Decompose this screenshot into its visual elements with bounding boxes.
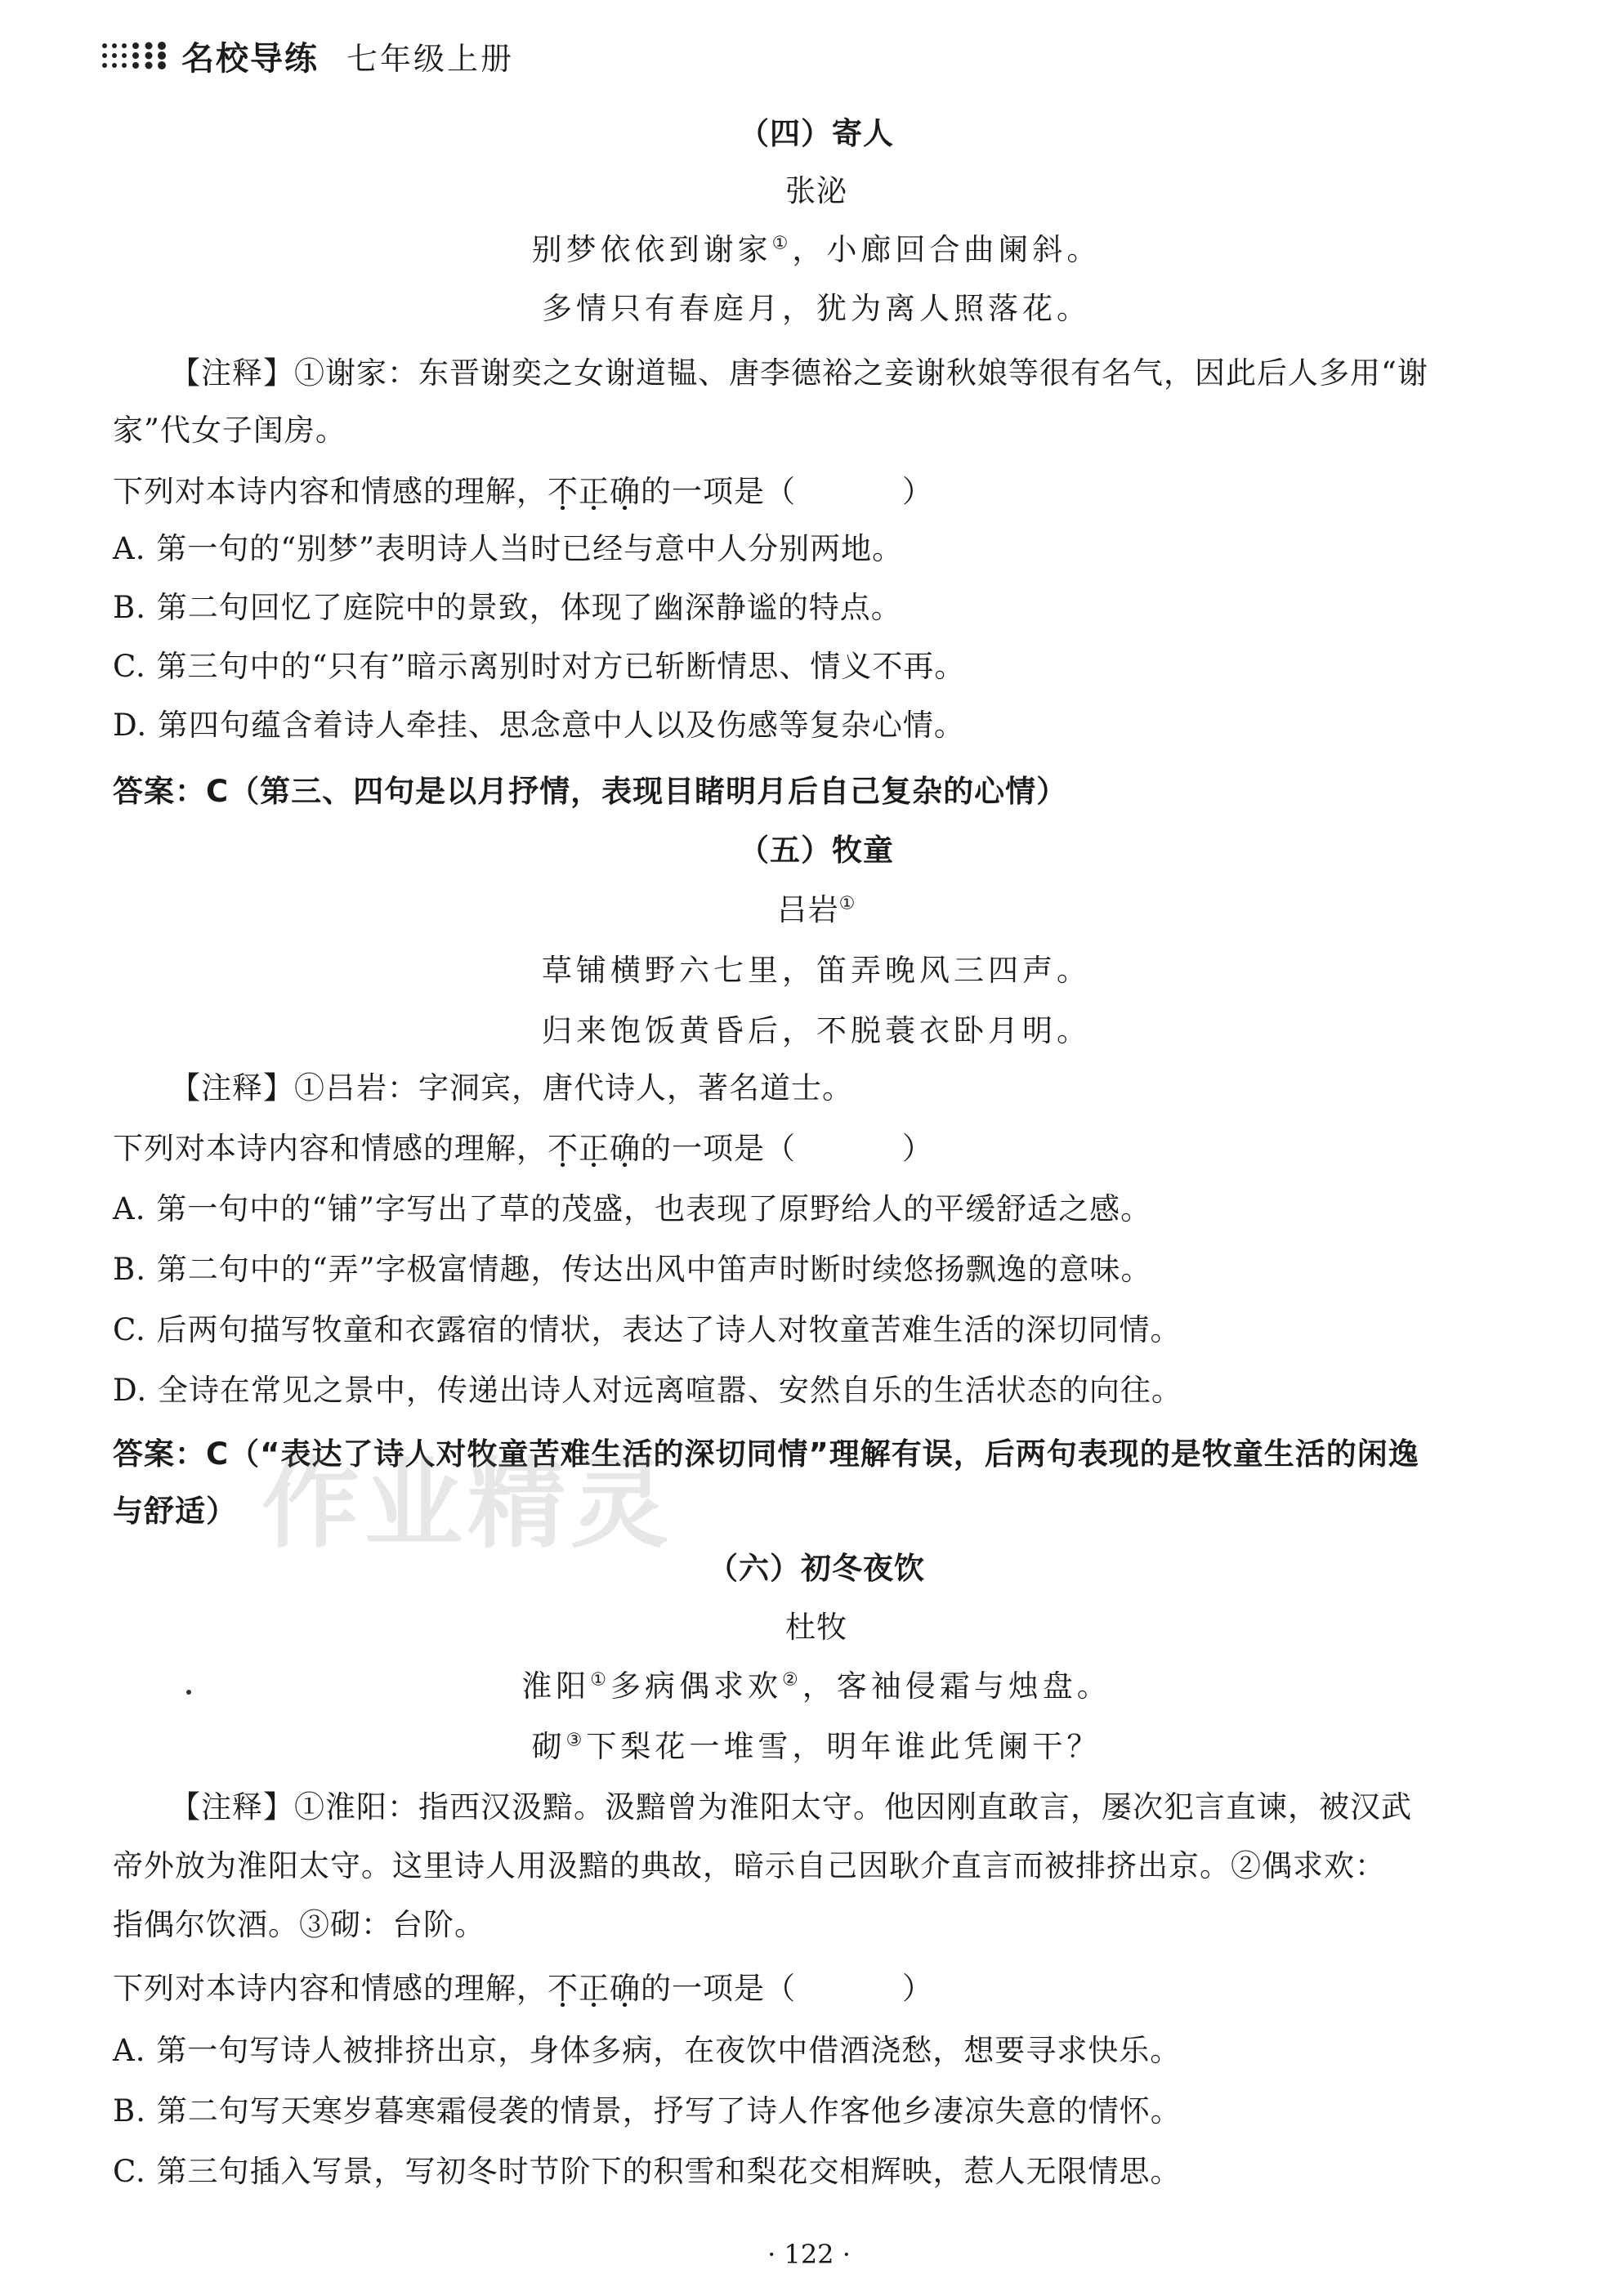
poem5-line1: 草铺横野六七里，笛弄晚风三四声。 — [542, 953, 1091, 988]
poem4-option-d: D. 第四句蕴含着诗人牵挂、思念意中人以及伤感等复杂心情。 — [113, 708, 965, 743]
poem5-option-d: D. 全诗在常见之景中，传递出诗人对远离喧嚣、安然自乐的生活状态的向往。 — [113, 1373, 1182, 1408]
poem5-answer-line1: 答案：C（“表达了诗人对牧童苦难生活的深切同情”理解有误，后两句表现的是牧童生活的闲逸 — [113, 1436, 1419, 1472]
poem4-option-a: A. 第一句的“别梦”表明诗人当时已经与意中人分别两地。 — [113, 531, 904, 566]
poem4-author: 张泌 — [785, 173, 847, 208]
poem6-note-line3: 指偶尔饮酒。③砌：台阶。 — [113, 1907, 485, 1942]
poem6-line2: 砌③下梨花一堆雪，明年谁此凭阑干？ — [531, 1729, 1102, 1764]
poem6-question: 下列对本诗内容和情感的理解，不正确的一项是（ ） — [113, 1971, 933, 2006]
poem5-option-b: B. 第二句中的“弄”字极富情趣，传达出风中笛声时断时续悠扬飘逸的意味。 — [113, 1252, 1152, 1287]
poem4-line1: 别梦依依到谢家①，小廊回合曲阑斜。 — [531, 232, 1102, 267]
poem5-option-c: C. 后两句描写牧童和衣露宿的情状，表达了诗人对牧童苦难生活的深切同情。 — [113, 1312, 1182, 1347]
poem5-note: 【注释】①吕岩：字洞宾，唐代诗人，著名道士。 — [170, 1070, 853, 1106]
poem4-note-line2: 家”代女子闺房。 — [113, 413, 346, 448]
book-brand: 名校导练 — [181, 39, 319, 78]
poem4-title: （四）寄人 — [739, 116, 894, 151]
page-header — [100, 31, 514, 80]
poem6-author: 杜牧 — [785, 1610, 847, 1645]
poem5-title: （五）牧童 — [739, 833, 894, 868]
dot-grid-icon — [100, 39, 170, 72]
poem5-answer-line2: 与舒适） — [113, 1494, 237, 1529]
poem4-option-b: B. 第二句回忆了庭院中的景致，体现了幽深静谧的特点。 — [113, 590, 902, 625]
watermark: 作业精灵 — [261, 1448, 673, 1561]
poem4-line2: 多情只有春庭月，犹为离人照落花。 — [542, 291, 1091, 326]
poem6-note-line2: 帝外放为淮阳太守。这里诗人用汲黯的典故，暗示自己因耿介直言而被排挤出京。②偶求欢： — [113, 1848, 1386, 1883]
page-number: · 122 · — [767, 2239, 851, 2270]
poem6-line1: 淮阳①多病偶求欢②，客袖侵霜与烛盘。 — [521, 1668, 1111, 1704]
poem5-author: 吕岩① — [776, 892, 856, 927]
poem5-option-a: A. 第一句中的“铺”字写出了草的茂盛，也表现了原野给人的平缓舒适之感。 — [113, 1191, 1152, 1226]
poem5-question: 下列对本诗内容和情感的理解，不正确的一项是（ ） — [113, 1131, 933, 1166]
poem4-question: 下列对本诗内容和情感的理解，不正确的一项是（ ） — [113, 474, 933, 509]
poem6-option-a: A. 第一句写诗人被排挤出京，身体多病，在夜饮中借酒浇愁，想要寻求快乐。 — [113, 2033, 1182, 2068]
poem4-note-line1: 【注释】①谢家：东晋谢奕之女谢道韫、唐李德裕之妾谢秋娘等很有名气，因此后人多用“谢 — [170, 355, 1428, 391]
poem4-option-c: C. 第三句中的“只有”暗示离别时对方已斩断情思、情义不再。 — [113, 649, 966, 684]
poem6-option-c: C. 第三句插入写景，写初冬时节阶下的积雪和梨花交相辉映，惹人无限情思。 — [113, 2154, 1182, 2189]
poem4-answer: 答案：C（第三、四句是以月抒情，表现目睹明月后自己复杂的心情） — [113, 774, 1068, 809]
book-grade: 七年级上册 — [346, 40, 515, 77]
poem6-note-line1: 【注释】①淮阳：指西汉汲黯。汲黯曾为淮阳太守。他因刚直敢言，屡次犯言直谏，被汉武 — [170, 1789, 1412, 1825]
poem6-title: （六）初冬夜饮 — [708, 1551, 925, 1586]
poem5-line2: 归来饱饭黄昏后，不脱蓑衣卧月明。 — [542, 1013, 1091, 1048]
poem6-option-b: B. 第二句写天寒岁暮寒霜侵袭的情景，抒写了诗人作客他乡凄凉失意的情怀。 — [113, 2093, 1182, 2128]
